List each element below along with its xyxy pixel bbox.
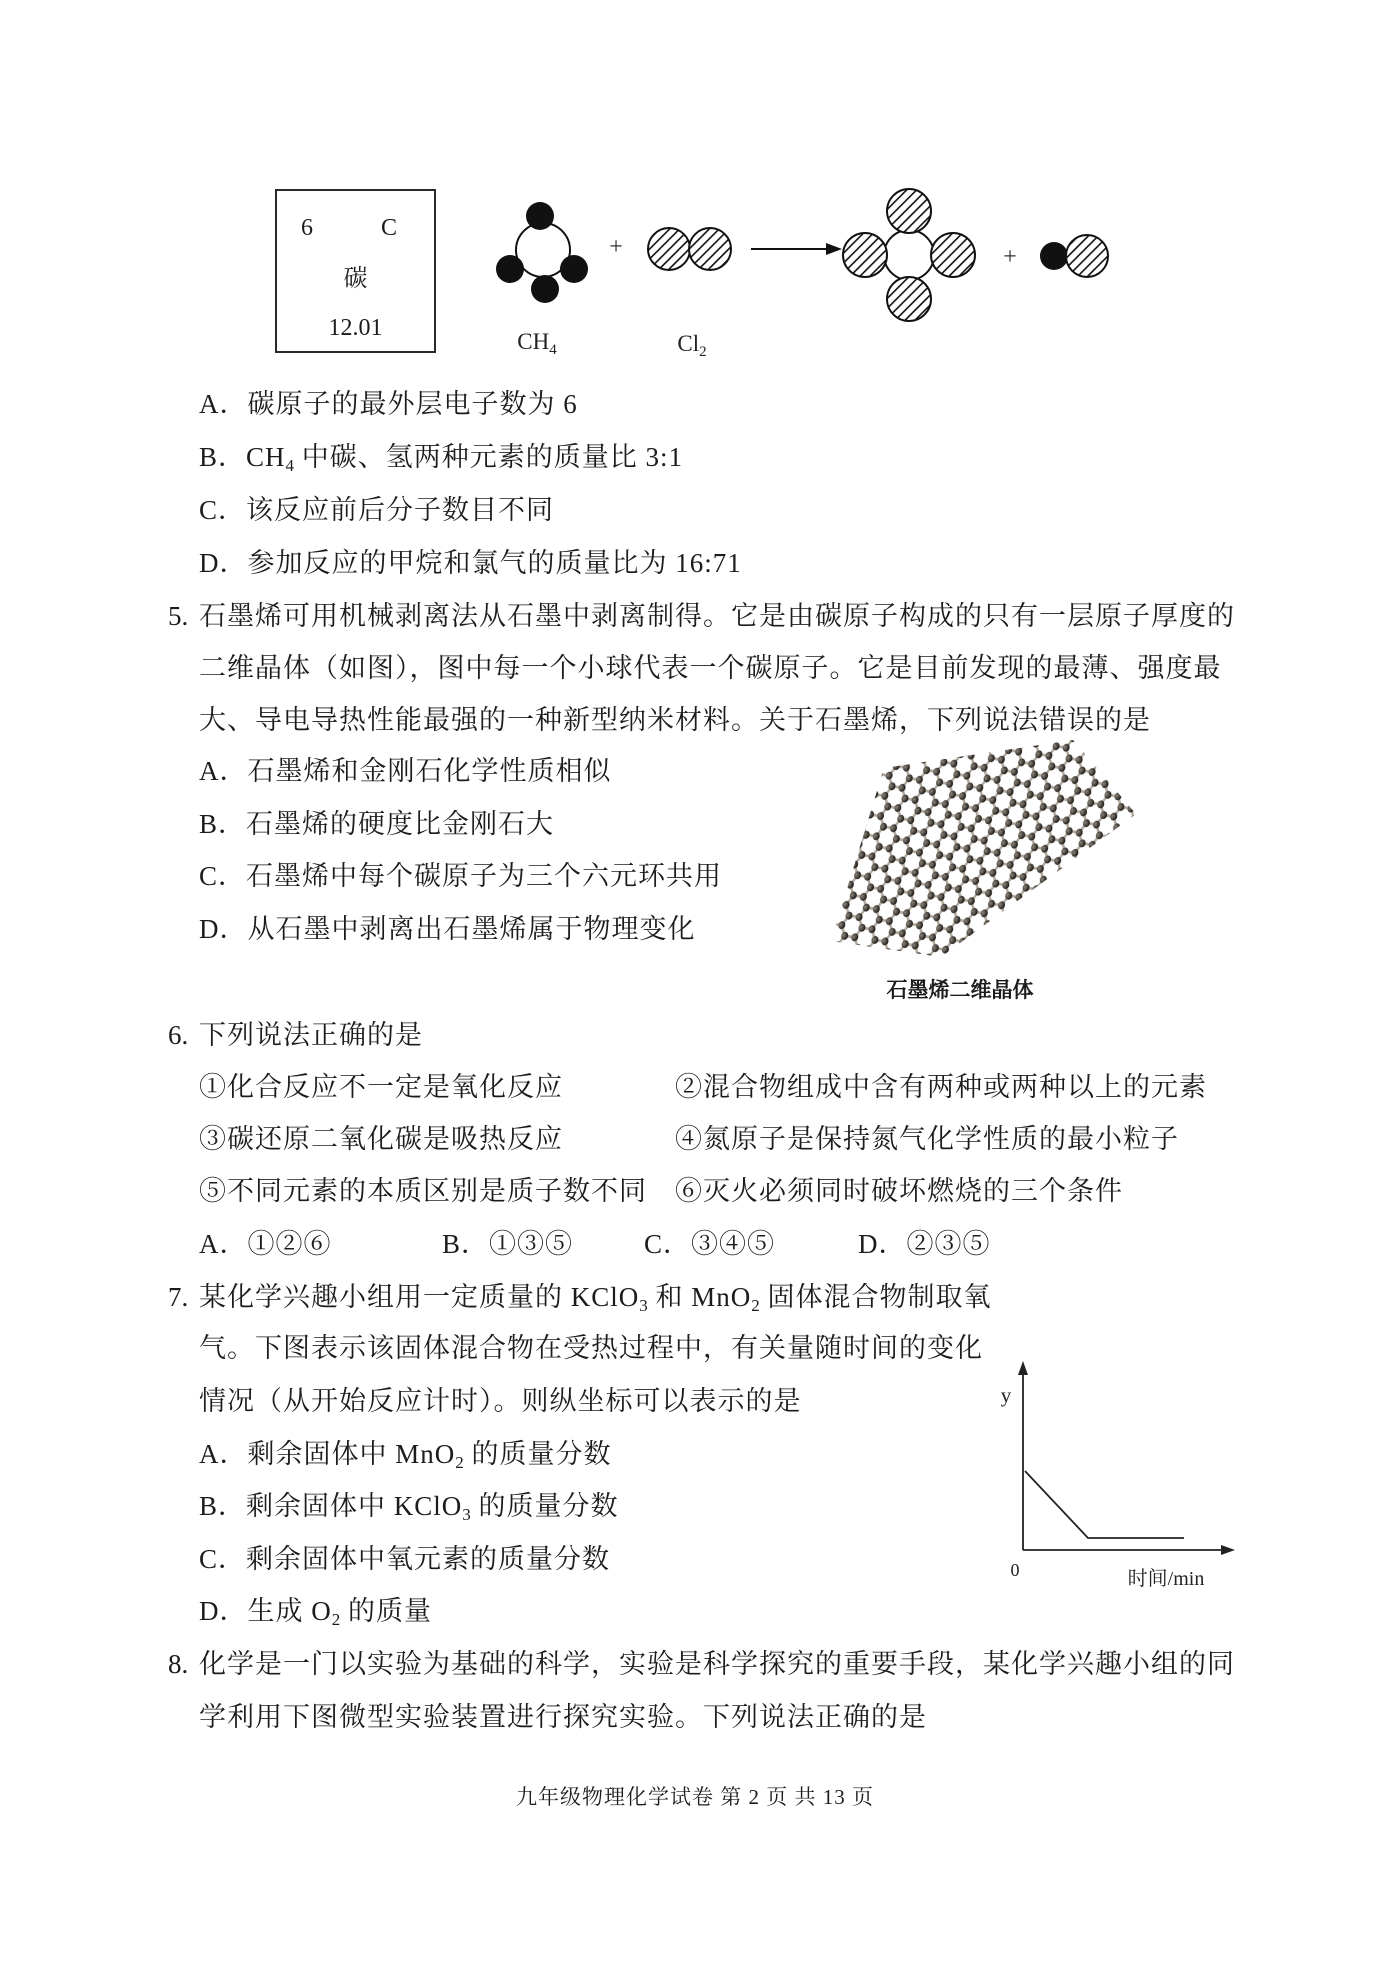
q7-option-a <box>199 1436 612 1472</box>
subscript: 4 <box>549 342 557 358</box>
option-letter: C． <box>644 1229 692 1259</box>
q7-stem-line: 情况（从开始反应计时）。则纵坐标可以表示的是 <box>199 1386 802 1416</box>
option-text: ①③⑤ <box>489 1229 574 1259</box>
option-text: ①②⑥ <box>247 1229 332 1259</box>
atomic-mass: 12.01 <box>328 315 383 341</box>
chlorine-atom <box>931 233 975 277</box>
q5-number: 5. <box>168 601 189 631</box>
hydrogen-atom <box>560 255 588 283</box>
option-letter: C． <box>199 861 247 891</box>
option-text: ②③⑤ <box>906 1229 991 1259</box>
chlorine-atom <box>1066 235 1108 277</box>
subscript: 2 <box>331 1610 341 1629</box>
q5-stem-line: 二维晶体（如图），图中每一个小球代表一个碳原子。它是目前发现的最薄、强度最 <box>199 653 1222 683</box>
hydrogen-atom <box>526 202 554 230</box>
page-footer: 九年级物理化学试卷 第 2 页 共 13 页 <box>516 1785 874 1809</box>
graphene-image <box>820 735 1150 965</box>
q6-statement: ⑤不同元素的本质区别是质子数不同 <box>199 1176 647 1206</box>
formula-text: CH <box>517 329 550 354</box>
chlorine-atom <box>887 189 931 233</box>
y-axis-arrow <box>1018 1361 1028 1375</box>
q5-option-b <box>199 806 554 842</box>
option-letter: C． <box>199 495 247 525</box>
option-letter: D． <box>199 914 248 944</box>
hydrogen-atom <box>496 255 524 283</box>
q4-option-d <box>199 545 742 581</box>
chlorine-atom <box>689 228 731 270</box>
q6-option-b <box>442 1226 573 1262</box>
option-text: 石墨烯的硬度比金刚石大 <box>246 809 555 839</box>
element-name: 碳 <box>343 266 368 292</box>
q5-stem-line: 大、导电导热性能最强的一种新型纳米材料。关于石墨烯，下列说法错误的是 <box>199 705 1151 735</box>
q5-option-c <box>199 858 722 894</box>
methane-molecule <box>496 202 588 303</box>
q6-stem: 下列说法正确的是 <box>199 1020 423 1050</box>
reaction-arrow <box>751 243 842 255</box>
q7-stem-line: 气。下图表示该固体混合物在受热过程中，有关量随时间的变化 <box>199 1333 983 1363</box>
carbon-element-card <box>275 189 436 353</box>
plus-sign: + <box>1003 244 1017 270</box>
chlorine-atom <box>843 233 887 277</box>
stem-text: 某化学兴趣小组用一定质量的 KClO <box>199 1282 640 1312</box>
q6-option-a <box>199 1226 332 1262</box>
option-text: 剩余固体中氧元素的质量分数 <box>246 1544 611 1574</box>
q8-stem-line: 学利用下图微型实验装置进行探究实验。下列说法正确的是 <box>199 1702 927 1732</box>
option-letter: B． <box>199 1491 247 1521</box>
q5-option-a <box>199 753 612 789</box>
option-text: ③④⑤ <box>691 1229 776 1259</box>
q6-option-c <box>644 1226 775 1262</box>
option-letter: A． <box>199 1439 248 1469</box>
q6-statement: ②混合物组成中含有两种或两种以上的元素 <box>675 1072 1207 1102</box>
x-axis-label: 时间/min <box>1127 1568 1205 1590</box>
q6-number: 6. <box>168 1020 189 1050</box>
q6-statement: ④氮原子是保持氮气化学性质的最小粒子 <box>675 1124 1179 1154</box>
q7-option-b <box>199 1488 619 1524</box>
subscript: 3 <box>462 1505 471 1524</box>
option-letter: A． <box>199 389 248 419</box>
option-text: 碳原子的最外层电子数为 6 <box>247 389 578 419</box>
reaction-diagram <box>470 180 1130 365</box>
option-letter: A． <box>199 756 248 786</box>
stem-text: 固体混合物制取氧 <box>759 1282 992 1312</box>
atomic-number: 6 <box>301 215 313 241</box>
option-text: 该反应前后分子数目不同 <box>246 495 555 525</box>
option-letter: B． <box>442 1229 490 1259</box>
option-letter: B． <box>199 809 247 839</box>
q7-option-c <box>199 1541 610 1577</box>
q5-stem-line: 石墨烯可用机械剥离法从石墨中剥离制得。它是由碳原子构成的只有一层原子厚度的 <box>199 601 1235 631</box>
option-letter: B． <box>199 442 247 472</box>
hydrogen-chloride-molecule <box>1040 235 1108 277</box>
carbon-tetrachloride-molecule <box>843 189 975 321</box>
methane-label <box>517 329 557 358</box>
y-axis-label: y <box>1000 1383 1012 1407</box>
q4-option-c <box>199 492 554 528</box>
element-symbol: C <box>381 215 398 241</box>
option-letter: A． <box>199 1229 248 1259</box>
plus-sign: + <box>609 234 623 260</box>
formula-text: CH <box>246 442 286 472</box>
option-text: 的质量 <box>340 1596 432 1626</box>
option-text: 参加反应的甲烷和氯气的质量比为 16:71 <box>247 548 742 578</box>
stem-text: 和 MnO <box>647 1282 752 1312</box>
q5-option-d <box>199 911 696 947</box>
q6-statement: ⑥灭火必须同时破坏燃烧的三个条件 <box>675 1176 1123 1206</box>
q6-statement: ①化合反应不一定是氧化反应 <box>199 1072 563 1102</box>
option-text: 从石墨中剥离出石墨烯属于物理变化 <box>247 914 696 944</box>
q8-stem-line: 化学是一门以实验为基础的科学，实验是科学探究的重要手段，某化学兴趣小组的同 <box>199 1649 1235 1679</box>
option-text: 石墨烯中每个碳原子为三个六元环共用 <box>246 861 723 891</box>
q7-number: 7. <box>168 1282 189 1312</box>
option-text: 的质量分数 <box>470 1491 619 1521</box>
q6-option-d <box>858 1226 991 1262</box>
graph-curve <box>1025 1471 1184 1538</box>
option-text: 中碳、氢两种元素的质量比 3:1 <box>294 442 684 472</box>
hydrogen-atom <box>1040 242 1068 270</box>
q7-graph <box>990 1355 1250 1595</box>
subscript: 2 <box>699 344 707 360</box>
option-letter: D． <box>199 1596 248 1626</box>
q4-option-b <box>199 439 683 475</box>
x-axis-arrow <box>1221 1545 1235 1555</box>
formula-text: Cl <box>677 331 700 356</box>
option-text: 石墨烯和金刚石化学性质相似 <box>247 756 612 786</box>
q8-number: 8. <box>168 1649 189 1679</box>
option-text: 剩余固体中 KClO <box>246 1491 463 1521</box>
subscript: 2 <box>751 1296 760 1315</box>
chlorine-atom <box>648 228 690 270</box>
option-letter: D． <box>199 548 248 578</box>
chlorine-molecule <box>648 228 731 270</box>
chlorine-atom <box>887 277 931 321</box>
option-text: 生成 O <box>247 1596 332 1626</box>
q7-option-d <box>199 1593 432 1629</box>
option-letter: C． <box>199 1544 247 1574</box>
carbon-atom <box>884 230 934 280</box>
option-text: 剩余固体中 MnO <box>247 1439 456 1469</box>
q4-option-a <box>199 386 578 422</box>
subscript: 4 <box>285 456 295 475</box>
option-letter: D． <box>858 1229 907 1259</box>
subscript: 3 <box>639 1296 648 1315</box>
q6-statement: ③碳还原二氧化碳是吸热反应 <box>199 1124 563 1154</box>
graphene-caption: 石墨烯二维晶体 <box>886 979 1034 1002</box>
hydrogen-atom <box>531 275 559 303</box>
subscript: 2 <box>455 1453 464 1472</box>
q7-stem-line <box>199 1279 992 1315</box>
option-text: 的质量分数 <box>463 1439 612 1469</box>
origin-label: 0 <box>1010 1560 1020 1580</box>
chlorine-label <box>677 331 706 360</box>
graphene-sheet <box>831 740 1136 957</box>
